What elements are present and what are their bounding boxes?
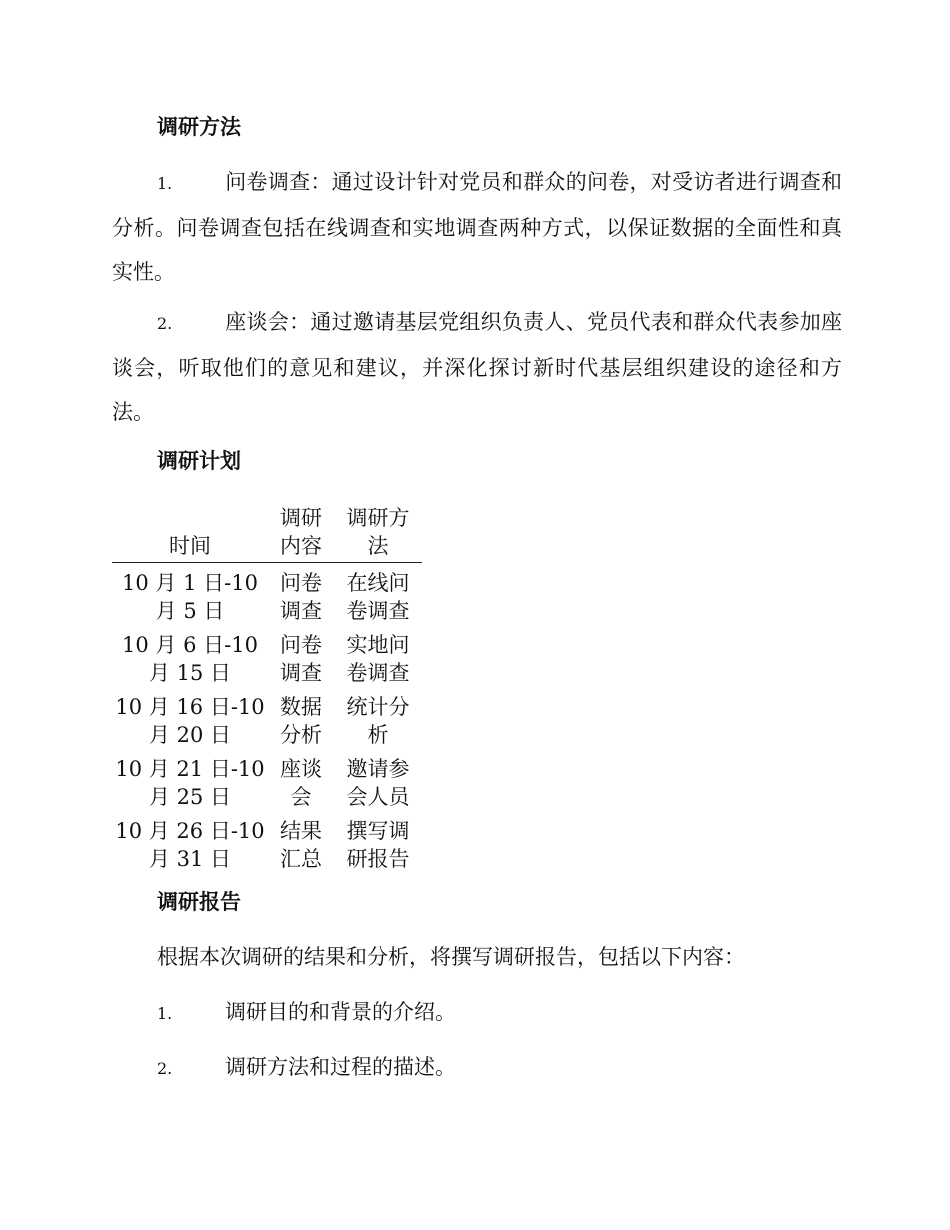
list-number: 2. [157,314,173,333]
report-item-1 [157,998,456,1028]
list-number: 1. [157,1004,173,1023]
cell-method: 统计分 析 [346,695,410,747]
cell-time: 10 月 16 日-10 月 20 日 [115,695,265,747]
table-row [112,813,422,875]
header-method: 调研方 法 [334,504,422,563]
list-number: 2. [157,1059,173,1078]
table-row [112,751,422,813]
cell-time: 10 月 6 日-10 月 15 日 [122,633,258,685]
table-row [112,689,422,751]
list-item-text: 座谈会：通过邀请基层党组织负责人、党员代表和群众代表参加座谈会，听取他们的意见和建议，并深化探讨新时代基层组织建设的途径和方法。 [112,310,842,424]
cell-method: 在线问 卷调查 [346,571,410,623]
list-item-text: 问卷调查：通过设计针对党员和群众的问卷，对受访者进行调查和分析。问卷调查包括在线调查和实地调查两种方式，以保证数据的全面性和真实性。 [112,170,842,284]
list-number: 1. [157,174,173,193]
table-header-row [112,504,422,563]
cell-content: 数据 分析 [280,695,322,747]
list-item-text: 调研方法和过程的描述。 [225,1055,456,1079]
report-heading: 调研报告 [157,889,241,914]
plan-heading: 调研计划 [157,448,241,473]
header-time: 时间 [112,504,268,563]
cell-method: 邀请参 会人员 [346,757,410,809]
methods-heading: 调研方法 [157,114,241,139]
cell-time: 10 月 21 日-10 月 25 日 [115,757,265,809]
header-content: 调研 内容 [268,504,334,563]
methods-item-2 [112,300,842,434]
cell-time: 10 月 1 日-10 月 5 日 [122,571,258,623]
methods-item-1 [112,160,842,294]
report-intro: 根据本次调研的结果和分析，将撰写调研报告，包括以下内容： [157,945,745,969]
list-item-text: 调研目的和背景的介绍。 [225,1000,456,1024]
cell-method: 实地问 卷调查 [346,633,410,685]
plan-table [112,504,422,875]
report-item-2 [157,1053,456,1083]
table-row [112,563,422,628]
cell-time: 10 月 26 日-10 月 31 日 [115,819,265,871]
cell-content: 问卷 调查 [280,633,322,685]
cell-content: 座谈 会 [280,757,322,809]
cell-method: 撰写调 研报告 [346,819,410,871]
table-row [112,627,422,689]
cell-content: 结果 汇总 [280,819,322,871]
cell-content: 问卷 调查 [280,571,322,623]
